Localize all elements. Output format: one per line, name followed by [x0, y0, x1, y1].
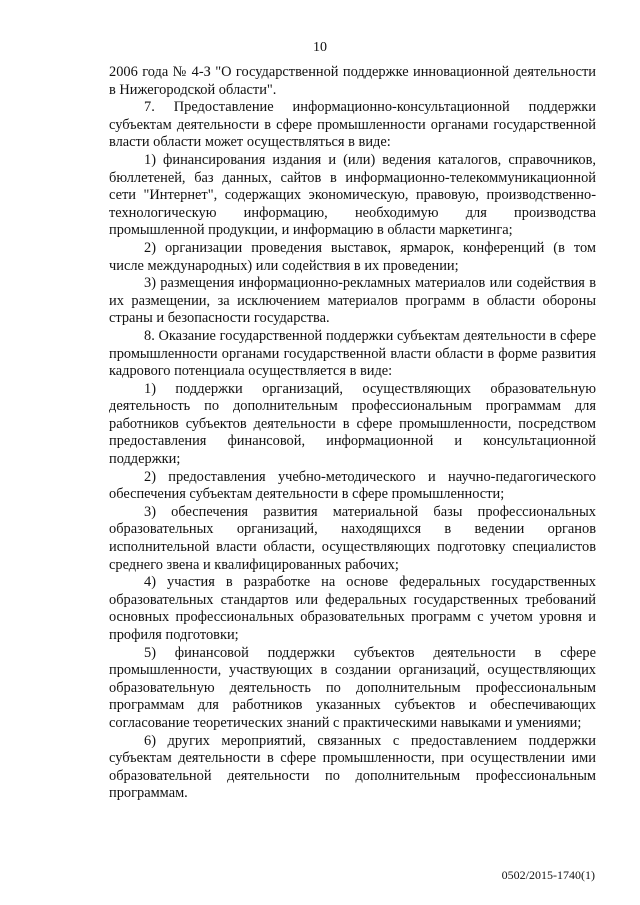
paragraph-clause-8-item-1: 1) поддержки организаций, осуществляющих образовательную деятельность по дополнительным профессиональным программам для работников субъектов деятельности в сфере промышленности, посредством предоставления финансовой, информационной и консультационной поддержки;: [109, 380, 596, 468]
paragraph-clause-8-item-2: 2) предоставления учебно-методического и научно-педагогического обеспечения субъектам деятельности в сфере промышленности;: [109, 468, 596, 503]
paragraph-clause-8-item-5: 5) финансовой поддержки субъектов деятельности в сфере промышленности, участвующих в создании организаций, осуществляющих образовательную деятельность по дополнительным профессиональным программам для работников указанных субъектов и обеспечивающих согласование теоретических знаний с практическими навыками и умениями;: [109, 644, 596, 731]
paragraph-clause-7-item-3: 3) размещения информационно-рекламных материалов или содействия в их размещении, за исключением материалов программ в области обороны страны и безопасности государства.: [109, 275, 596, 327]
paragraph-clause-8-item-3: 3) обеспечения развития материальной базы профессиональных образовательных организаций, находящихся в ведении органов исполнительной власти области, осуществляющих подготовку специалистов среднего звена и квалифицированных рабочих;: [109, 503, 596, 573]
document-body: [109, 64, 596, 803]
paragraph-clause-8-item-6: 6) других мероприятий, связанных с предоставлением поддержки субъектам деятельности в сфере промышленности, при осуществлении ими образовательной деятельности по дополнительным профессиональным программам.: [109, 732, 596, 802]
paragraph-clause-7-item-1: 1) финансирования издания и (или) ведения каталогов, справочников, бюллетеней, баз данных, сайтов в информационно-телекоммуникационной сети "Интернет", содержащих экономическую, правовую, производственно-технологическую информацию, необходимую для производства промышленной продукции, и информацию в области маркетинга;: [109, 151, 596, 239]
paragraph-clause-8-item-4: 4) участия в разработке на основе федеральных государственных образовательных стандартов или федеральных государственных требований основных профессиональных образовательных программ с учетом уровня и профиля подготовки;: [109, 574, 596, 643]
paragraph-clause-7: 7. Предоставление информационно-консультационной поддержки субъектам деятельности в сфере промышленности органами государственной власти области может осуществляться в виде:: [109, 99, 596, 151]
paragraph-law-reference: 2006 года № 4-З "О государственной поддержке инновационной деятельности в Нижегородской области".: [109, 64, 596, 98]
document-code: 0502/2015-1740(1): [501, 868, 595, 882]
paragraph-clause-8: 8. Оказание государственной поддержки субъектам деятельности в сфере промышленности органами государственной власти области в форме развития кадрового потенциала осуществляется в виде:: [109, 327, 596, 380]
paragraph-clause-7-item-2: 2) организации проведения выставок, ярмарок, конференций (в том числе международных) или содействия в их проведении;: [109, 239, 596, 274]
page-number: 10: [313, 40, 327, 55]
